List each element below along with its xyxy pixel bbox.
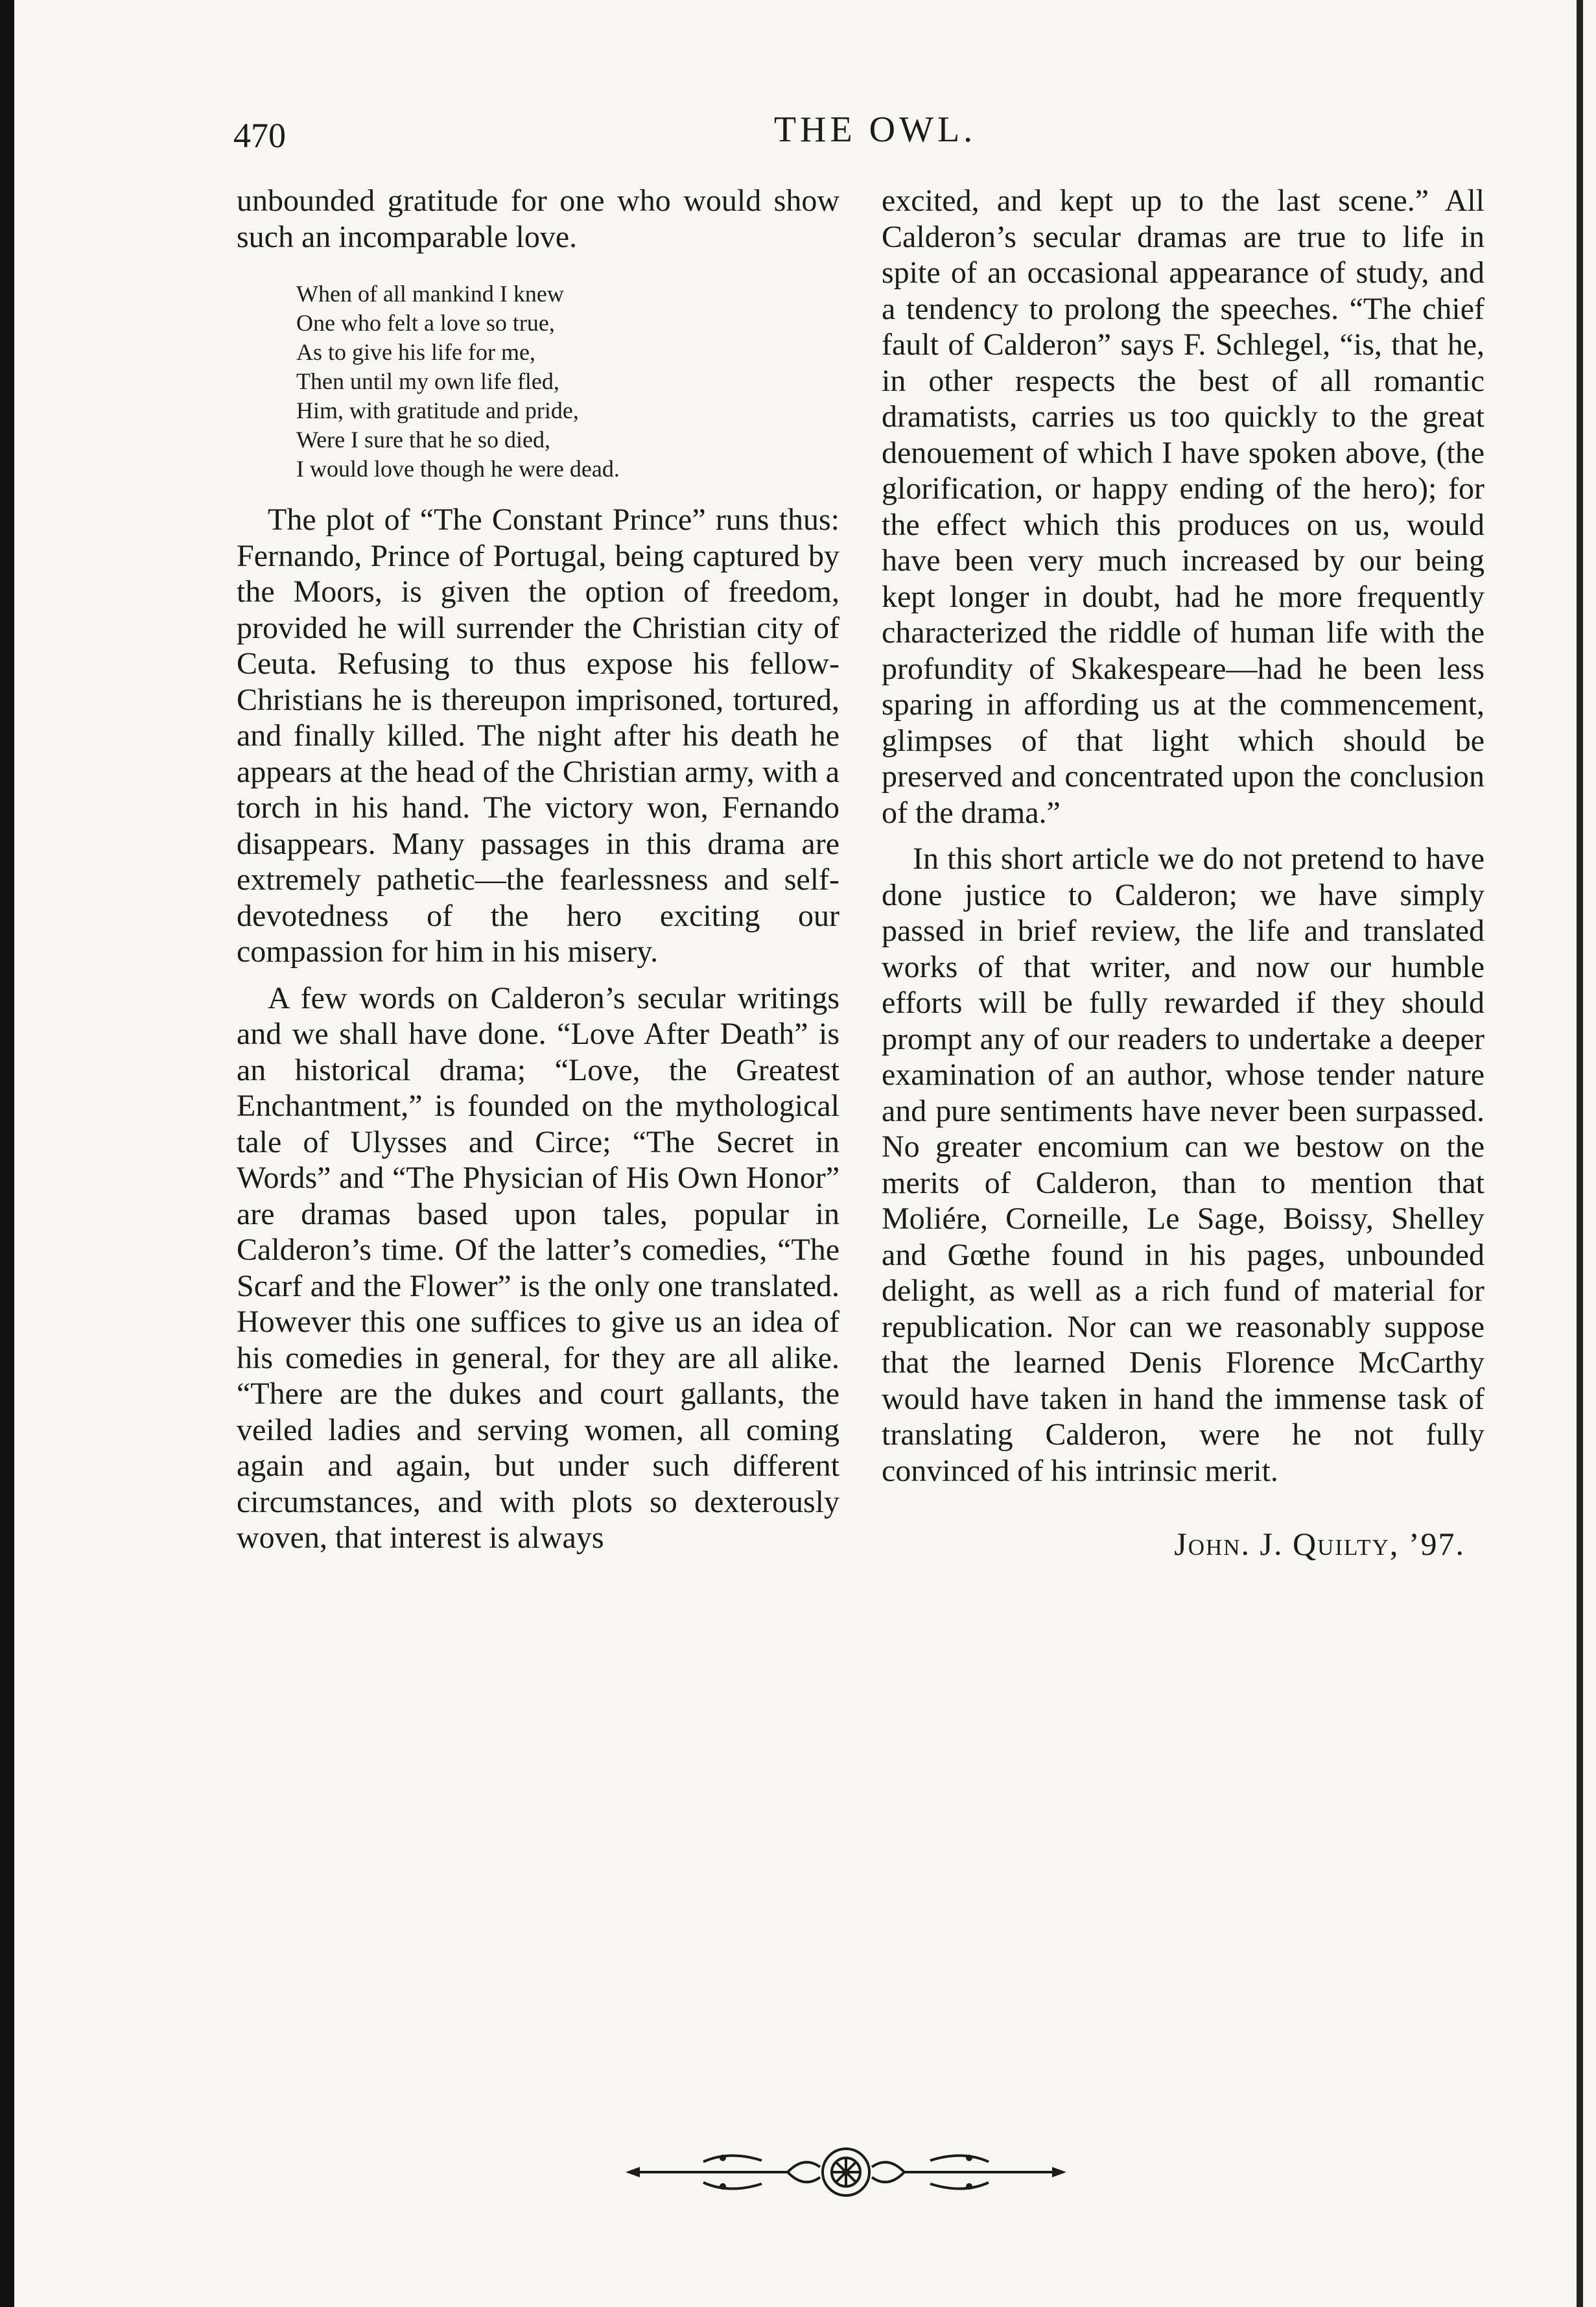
poem-line: As to give his life for me, [296, 339, 535, 365]
left-column [237, 183, 839, 1556]
paragraph: unbounded gratitude for one who would show such an incomparable love. [237, 183, 839, 254]
poem-line: When of all mankind I knew [296, 281, 564, 307]
paragraph: excited, and kept up to the last scene.” All Calderon’s secular dramas are true to life in spite of an occasional appearance of study, and a tendency to prolong the speeches. “The chief fault of Calderon” says F. Schlegel, “is, that he, in other respects the best of all romantic dramatists, carries us too quickly to the great denouement of which I have spoken above, (the glorification, or happy ending of the hero); for the effect which this produces on us, would have been very much increased by our being kept longer in doubt, had he more frequently characterized the riddle of human life with the profundity of Skakespeare—had he been less sparing in affording us at the commencement, glimpses of that light which should be preserved and concentrated upon the conclusion of the drama.” [882, 183, 1485, 830]
poem-stanza [296, 279, 839, 484]
poem-line: One who felt a love so true, [296, 310, 555, 336]
poem-line: Were I sure that he so died, [296, 427, 550, 453]
page-number: 470 [233, 116, 286, 155]
paragraph: The plot of “The Constant Prince” runs thus: Fernando, Prince of Portugal, being captured by the Moors, is given the option of freedom, provided he will surrender the Christian city of Ceuta. Refusing to thus expose his fellow-Christians he is thereupon imprisoned, tortured, and finally killed. The night after his death he appears at the head of the Christian army, with a torch in his hand. The victory won, Fernando disappears. Many passages in this drama are extremely pathetic—the fearlessness and self-devotedness of the hero exciting our compassion for him in his misery. [237, 503, 839, 969]
right-column [882, 183, 1485, 1563]
page-header [233, 109, 1517, 167]
paragraph: A few words on Calderon’s secular writings and we shall have done. “Love After Death” is an historical drama; “Love, the Greatest Enchantment,” is founded on the mythological tale of Ulysses and Circe; “The Secret in Words” and “The Physician of His Own Honor” are dramas based upon tales, popular in Calderon’s time. Of the latter’s comedies, “The Scarf and the Flower” is the only one translated. However this one suffices to give us an idea of his comedies in general, for they are all alike. “There are the dukes and court gallants, the veiled ladies and serving women, all coming again and again, but under such different circumstances, and with plots so dexterously woven, that interest is always [237, 980, 839, 1555]
decorative-rule-ornament-icon [626, 2133, 1066, 2211]
scan-edge-left [0, 0, 14, 2307]
running-title: THE OWL. [773, 110, 977, 150]
poem-line: Him, with gratitude and pride, [296, 397, 579, 423]
author-signature: John. J. Quilty, ’97. [1174, 1526, 1465, 1562]
paragraph: In this short article we do not pretend to have done justice to Calderon; we have simply passed in brief review, the life and translated works of that writer, and now our humble efforts will be fully rewarded if they should prompt any of our readers to undertake a deeper examination of an author, whose tender nature and pure sentiments have never been surpassed. No greater encomium can we bestow on the merits of Calderon, than to mention that Moliére, Corneille, Le Sage, Boissy, Shelley and Gœthe found in his pages, unbounded delight, as well as a rich fund of material for republication. Nor can we reasonably suppose that the learned Denis Florence McCarthy would have taken in hand the immense task of translating Calderon, were he not fully convinced of his intrinsic merit. [882, 842, 1485, 1488]
poem-line: Then until my own life fled, [296, 368, 559, 394]
poem-line: I would love though he were dead. [296, 456, 620, 482]
scan-edge-right [1577, 0, 1583, 2307]
